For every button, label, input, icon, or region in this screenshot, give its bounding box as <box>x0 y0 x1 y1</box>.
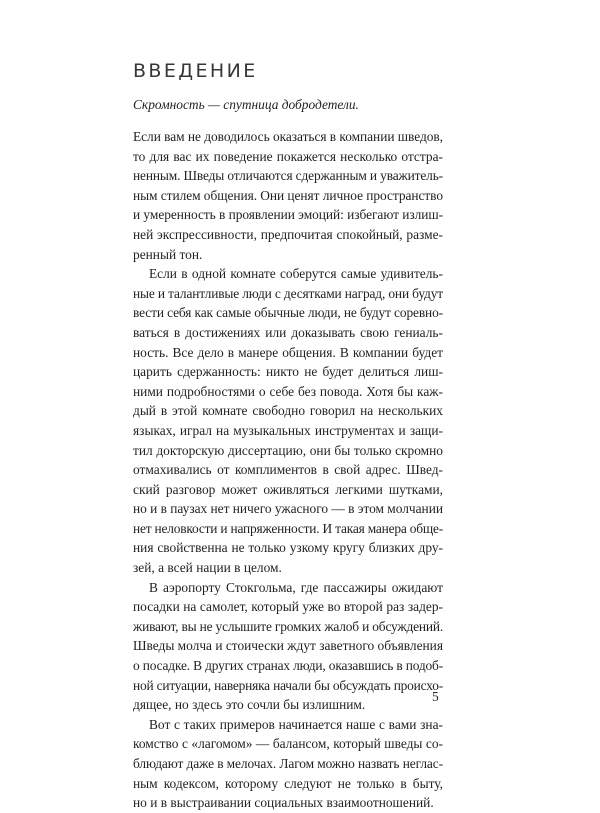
text-line: ними подробностями о себе без повода. Хотя бы каж- <box>133 383 443 399</box>
text-line: ные и талантливые люди с десятками наград, они будут <box>133 285 443 301</box>
text-line: тил докторскую диссертацию, они бы только скромно <box>133 442 443 458</box>
text-line: блюдают даже в мелочах. Лагом можно назвать неглас- <box>133 756 443 771</box>
text-line: нет неловкости и напряженности. И такая манера обще- <box>133 520 443 536</box>
text-line: Если в одной комнате соберутся самые удивитель- <box>149 266 443 282</box>
text-line: В аэропорту Стокгольма, где пассажиры ожидают <box>149 579 443 595</box>
text-line: живают, вы не услышите громких жалоб и обсуждений. <box>133 618 443 634</box>
text-line: царить сдержанность: никто не будет делиться лиш- <box>133 364 443 380</box>
text-line: дящее, но здесь это сочли бы излишним. <box>133 697 366 713</box>
text-line: но и в паузах нет ничего ужасного — в этом молчании <box>133 501 443 517</box>
text-line: ной ситуации, наверняка начали бы обсуждать происхо- <box>133 677 443 693</box>
text-line: ным кодексом, которому следуют не только в быту, <box>133 775 443 791</box>
text-line: посадки на самолет, который уже во второй раз задер- <box>133 599 443 615</box>
text-line: дый в этой комнате свободно говорил на нескольких <box>133 403 443 419</box>
text-line: Если вам не доводилось оказаться в компании шведов, <box>133 129 443 144</box>
paragraph <box>133 715 443 813</box>
text-line: Вот с таких примеров начинается наше с вами зна- <box>149 716 443 732</box>
paragraph <box>133 264 443 578</box>
paragraph <box>133 578 443 715</box>
text-line: комство с «лагомом» — балансом, который шведы со- <box>133 736 443 752</box>
text-line: ский разговор может оживляться легкими шутками, <box>133 481 443 497</box>
text-line: о посадке. В других странах люди, оказавшись в подоб- <box>133 658 443 674</box>
text-line: ния свойственна не только узкому кругу близких дру- <box>133 540 443 556</box>
text-line: вести себя как самые обычные люди, не будут соревно- <box>133 305 443 321</box>
text-line: то для вас их поведение покажется несколько отстра- <box>133 148 443 164</box>
text-line: и умеренность в проявлении эмоций: избегают излиш- <box>133 207 443 223</box>
text-line: отмахивались от комплиментов в свой адрес. Швед- <box>133 462 443 478</box>
text-line: ным стилем общения. Они ценят личное пространство <box>133 187 443 203</box>
paragraph <box>133 127 443 264</box>
text-line: но и в выстраивании социальных взаимоотношений. <box>133 795 434 811</box>
chapter-heading: ВВЕДЕНИЕ <box>133 60 258 82</box>
text-line: зей, а всей нации в целом. <box>133 560 282 576</box>
epigraph: Скромность — спутница добродетели. <box>133 97 359 112</box>
text-line: языках, играл на музыкальных инструментах и защи- <box>133 422 443 438</box>
text-line: ненным. Шведы отличаются сдержанным и уважитель- <box>133 168 444 184</box>
page-number: 5 <box>432 689 439 704</box>
text-line: ность. Все дело в манере общения. В компании будет <box>133 344 443 360</box>
body-text <box>133 127 443 813</box>
text-line: ренный тон. <box>133 246 203 262</box>
text-line: ваться в достижениях или доказывать свою гениаль- <box>133 324 443 340</box>
text-line: ней экспрессивности, предпочитая спокойный, разме- <box>133 226 443 242</box>
text-line: Шведы молча и стоически ждут заветного объявления <box>133 638 443 654</box>
